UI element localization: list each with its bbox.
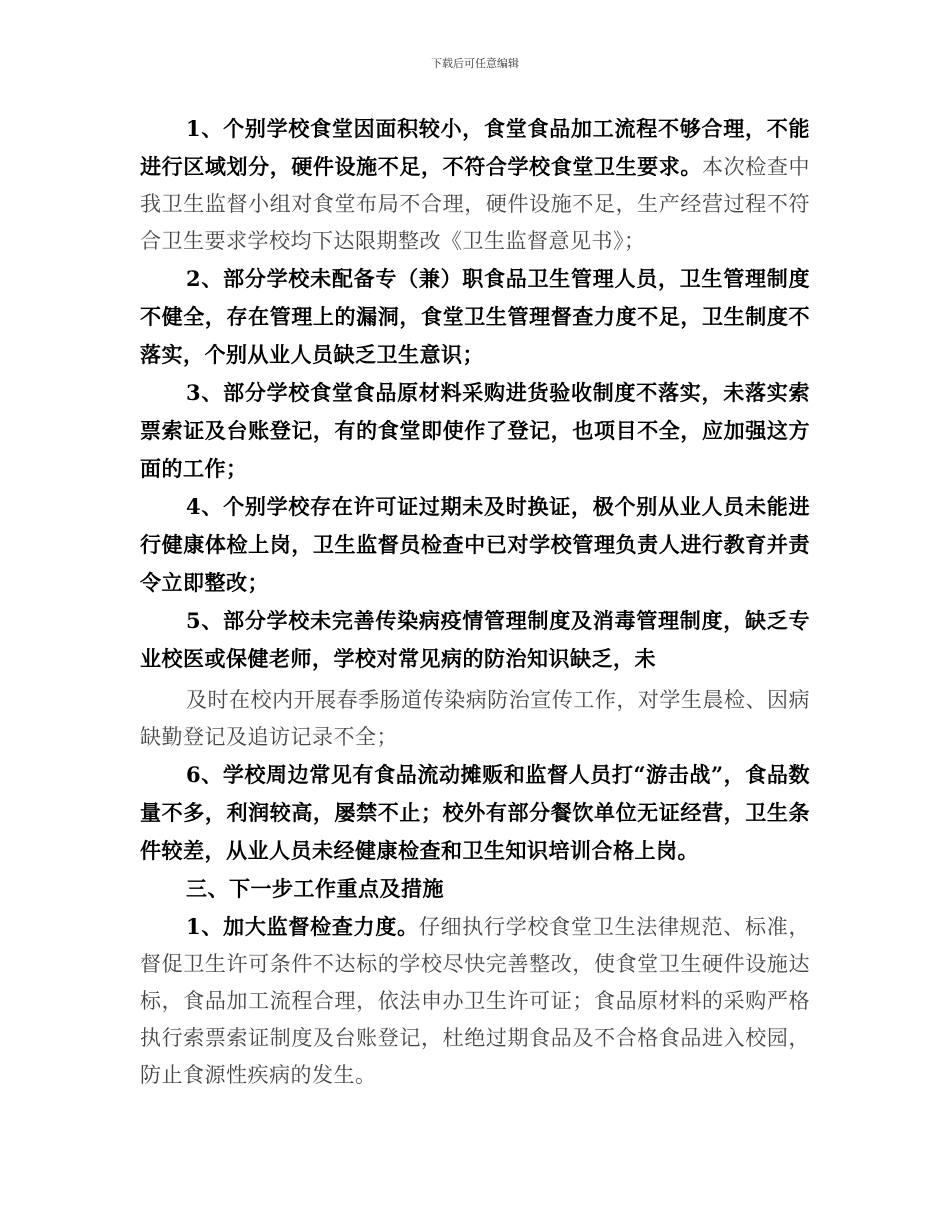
section-heading-3-text: 三、下一步工作重点及措施 [186, 876, 444, 901]
paragraph-5 [140, 602, 810, 678]
paragraph-6 [140, 756, 810, 870]
paragraph-2-bold: 2、部分学校未配备专（兼）职食品卫生管理人员，卫生管理制度不健全，存在管理上的漏洞，食堂卫生管理督查力度不足，卫生制度不落实，个别从业人员缺乏卫生意识； [140, 266, 810, 367]
paragraph-7-bold: 1、加大监督检查力度。 [186, 914, 419, 939]
paragraph-1 [140, 110, 810, 260]
paragraph-5-bold: 5、部分学校未完善传染病疫情管理制度及消毒管理制度，缺乏专业校医或保健老师，学校对常见病的防治知识缺乏，未 [140, 608, 810, 671]
paragraph-3-bold: 3、部分学校食堂食品原材料采购进货验收制度不落实，未落实索票索证及台账登记，有的食堂即使作了登记，也项目不全，应加强这方面的工作； [140, 380, 810, 481]
paragraph-5-continued-text: 及时在校内开展春季肠道传染病防治宣传工作，对学生晨检、因病缺勤登记及追访记录不全； [140, 688, 810, 749]
paragraph-3 [140, 374, 810, 488]
paragraph-7-text: 仔细执行学校食堂卫生法律规范、标准，督促卫生许可条件不达标的学校尽快完善整改，使食堂卫生硬件设施达标，食品加工流程合理，依法申办卫生许可证；食品原材料的采购严格执行索票索证制度及台账登记，杜绝过期食品及不合格食品进入校园，防止食源性疾病的发生。 [140, 915, 810, 1087]
paragraph-6-bold: 6、学校周边常见有食品流动摊贩和监督人员打“游击战”，食品数量不多，利润较高，屡禁不止；校外有部分餐饮单位无证经营，卫生条件较差，从业人员未经健康检查和卫生知识培训合格上岗。 [140, 762, 810, 863]
paragraph-7 [140, 908, 810, 1094]
paragraph-1-bold: 1、个别学校食堂因面积较小，食堂食品加工流程不够合理，不能进行区域划分，硬件设施不足，不符合学校食堂卫生要求。 [140, 116, 810, 179]
paragraph-4-bold: 4、个别学校存在许可证过期未及时换证，极个别从业人员未能进行健康体检上岗，卫生监督员检查中已对学校管理负责人进行教育并责令立即整改； [140, 494, 810, 595]
paragraph-4 [140, 488, 810, 602]
paragraph-5-continued [140, 682, 810, 756]
header-note: 下载后可任意编辑 [431, 57, 519, 70]
document-body [140, 110, 810, 1094]
paragraph-2 [140, 260, 810, 374]
paragraph-1-text: 本次检查中我卫生监督小组对食堂布局不合理，硬件设施不足，生产经营过程不符合卫生要求学校均下达限期整改《卫生监督意见书》； [140, 155, 810, 253]
section-heading-3 [140, 870, 810, 908]
